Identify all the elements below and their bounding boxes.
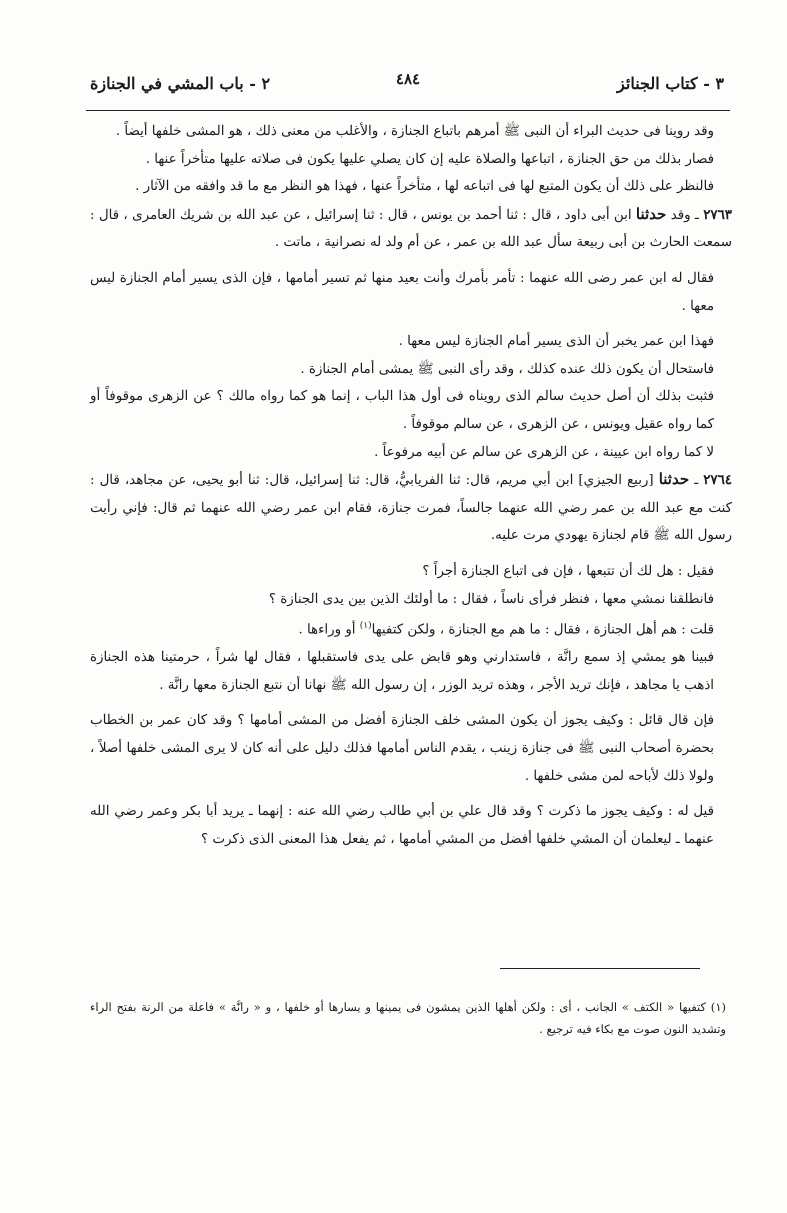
footnote: (١) كتفيها « الكتف » الجانب ، أى : ولكن أهلها الذين يمشون فى يمينها و يسارها أو خلفها ، و « رانَّة » فاعلة من الرنة بفتح الراء وتشديد النون صوت مع بكاء فيه ترجيع . [90,999,726,1036]
commentary: فهذا ابن عمر يخبر أن الذى يسير أمام الجنازة ليس معها . [398,334,714,350]
commentary: فاستحال أن يكون ذلك عنده كذلك ، وقد رأى النبى ﷺ يمشى أمام الجنازة . [300,361,714,377]
isnad-text: [ربيع الجيزي] ابن أبي مريم، قال: ثنا الفريابيُّ، قال: ثنا إسرائيل، قال: ثنا أبو يحيى، عن مجاهد، قال : كنت مع عبد الله بن عمر رضي الله عنهما جالساً، فمرت جنازة، فقام ابن عمر رضي الله عنهما ثم قال: فإني رأيت رسول الله ﷺ قام لجنازة يهودي مرت عليه. [90,473,732,544]
dialogue-line: فقيل : هل لك أن تتبعها ، فإن فى اتباع الجنازة أجراً ؟ [422,563,714,579]
qult-text: قلت : هم أهل الجنازة ، فقال : ما هم مع الجنازة ، ولكن كتفيها [371,622,714,638]
hadith-intro: ـ [694,473,699,489]
hadith-intro: ـ وقد [670,207,699,223]
paragraph: وقد روينا فى حديث البراء أن النبى ﷺ أمرهم باتباع الجنازة ، والأغلب من معنى ذلك ، هو المشى خلفها أيضاً . [115,124,714,139]
hadith-2764-isnad [90,466,732,550]
footnote-separator [500,968,700,969]
chapter-title: ٢ - باب المشي في الجنازة [90,74,271,93]
hadith-continuation: فبينا هو يمشي إذ سمع رانَّة ، فاستدارني وهو قابض على يدى فاستقبلها ، فقال لها شراً ، حرمتينا هذه الجنازة اذهب يا مجاهد ، فإنك تريد الأجر ، وهذه تريد الوزر ، إن رسول الله ﷺ نهانا أن نتبع الجنازة معها رانَّة . [90,650,714,693]
reply-paragraph: قيل له : وكيف يجوز ما ذكرت ؟ وقد قال علي بن أبي طالب رضي الله عنه : إنهما ـ يريد أبا بكر وعمر رضي الله عنهما ـ ليعلمان أن المشي خلفها أفضل من المشي أمامها ، ثم يفعل هذا المعنى الذى ذكرت ؟ [90,804,714,847]
hadith-number: ٢٧٦٣ [703,206,732,223]
hadith-number: ٢٧٦٤ [703,472,732,489]
commentary: لا كما رواه ابن عيينة ، عن الزهرى عن سالم عن أبيه مرفوعاً . [374,444,714,460]
hadith-2763-isnad [90,201,732,257]
paragraph: فالنظر على ذلك أن يكون المتبع لها فى اتباعه لها ، متأخراً عنها ، فهذا هو النظر مع ما قد وافقه من الآثار . [135,179,714,195]
qult-text-end: أو وراءها . [298,622,360,638]
running-header [86,62,730,111]
haddathana-marker: حدثنا [635,204,667,223]
commentary: فثبت بذلك أن أصل حديث سالم الذى رويناه فى أول هذا الباب ، إنما هو كما رواه مالك ؟ عن الزهرى موقوفاً أو كما رواه عقيل ويونس ، عن الزهرى ، عن سالم موقوفاً . [90,389,714,432]
dialogue-line [90,613,732,644]
hadith-2763-matn: فقال له ابن عمر رضى الله عنهما : تأمر بأمرك وأنت بعيد منها ثم تسير أمامها ، فإن الذى يسير أمام الجنازة ليس معها . [90,270,714,314]
page-body [90,118,732,853]
paragraph: فصار بذلك من حق الجنازة ، اتباعها والصلاة عليه إن كان يصلي عليها يكون فى صلاته عليها متأخراً عنها . [145,151,714,167]
isnad-text: ابن أبى داود ، قال : ثنا أحمد بن يونس ، قال : ثنا إسرائيل ، عن عبد الله بن شريك العامرى ، قال : سمعت الحارث بن أبى ربيعة سأل عبد الله بن عمر ، عن أم ولد له نصرانية ، ماتت . [90,207,732,251]
dialogue-line: فانطلقنا نمشي معها ، فنظر فرأى ناساً ، فقال : ما أولئك الذين بين يدى الجنازة ؟ [268,591,714,607]
page-number: ٤٨٤ [395,70,421,88]
footnote-marker: (١) [359,621,372,632]
objection-paragraph: فإن قال قائل : وكيف يجوز أن يكون المشى خلف الجنازة أفضل من المشى أمامها ؟ وقد كان عمر بن الخطاب بحضرة أصحاب النبى ﷺ فى جنازة زينب ، يقدم الناس أمامها فذلك دليل على أنه كان لا يرى المشى خلفها أصلاً ، ولولا ذلك لأباحه لمن مشى خلفها . [90,713,714,784]
book-title: ٣ - كتاب الجنائز [617,74,724,93]
haddathana-marker: حدثنا [658,470,690,489]
